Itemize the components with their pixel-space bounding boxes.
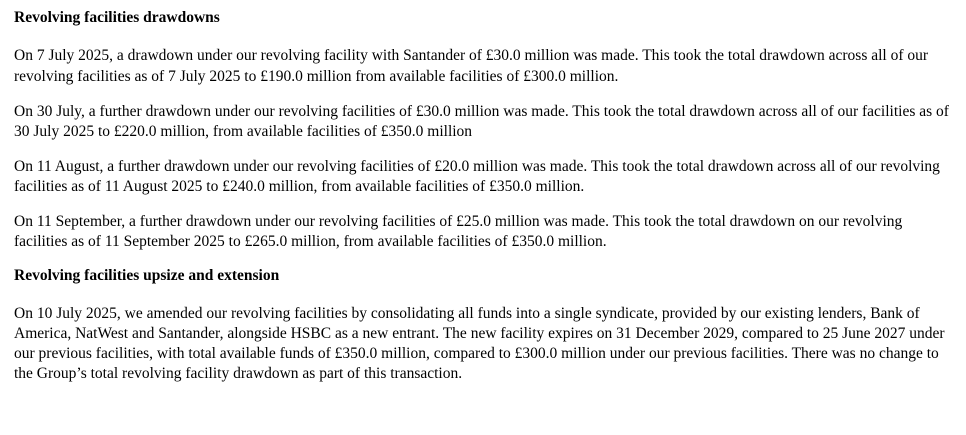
paragraph-spacer bbox=[14, 87, 952, 102]
paragraph-spacer bbox=[14, 31, 952, 46]
section-revolving-facilities-drawdowns bbox=[14, 8, 952, 253]
paragraph-spacer bbox=[14, 142, 952, 157]
paragraph-spacer bbox=[14, 289, 952, 304]
paragraph: On 10 July 2025, we amended our revolving facilities by consolidating all funds into a single syndicate, provided by our existing lenders, Bank of America, NatWest and Santander, alongside HSBC as a new entrant. The new facility expires on 31 December 2029, compared to 25 June 2027 under our previous facilities, with total available funds of £350.0 million, compared to £300.0 million under our previous facilities. There was no change to the Group’s total revolving facility drawdown as part of this transaction. bbox=[14, 304, 945, 383]
section-revolving-facilities-upsize-and-extension bbox=[14, 266, 952, 385]
paragraph: On 11 September, a further drawdown under our revolving facilities of £25.0 million was made. This took the total drawdown on our revolving facilities as of 11 September 2025 to £265.0 million, from available facilities of £350.0 million. bbox=[14, 213, 903, 251]
section-heading: Revolving facilities drawdowns bbox=[14, 9, 220, 26]
section-heading: Revolving facilities upsize and extension bbox=[14, 266, 280, 284]
paragraph: On 30 July, a further drawdown under our revolving facilities of £30.0 million was made. This took the total drawdown across all of our facilities as of 30 July 2025 to £220.0 million, from available facilities of £350.0 million bbox=[14, 102, 949, 140]
paragraph: On 7 July 2025, a drawdown under our revolving facility with Santander of £30.0 million was made. This took the total drawdown across all of our revolving facilities as of 7 July 2025 to £190.0 million from available facilities of £300.0 million. bbox=[14, 47, 929, 85]
paragraph: On 11 August, a further drawdown under our revolving facilities of £20.0 million was made. This took the total drawdown across all of our revolving facilities as of 11 August 2025 to £240.0 million, from available facilities of £350.0 million. bbox=[14, 157, 940, 196]
paragraph-spacer bbox=[14, 197, 952, 212]
section-spacer bbox=[14, 253, 952, 266]
